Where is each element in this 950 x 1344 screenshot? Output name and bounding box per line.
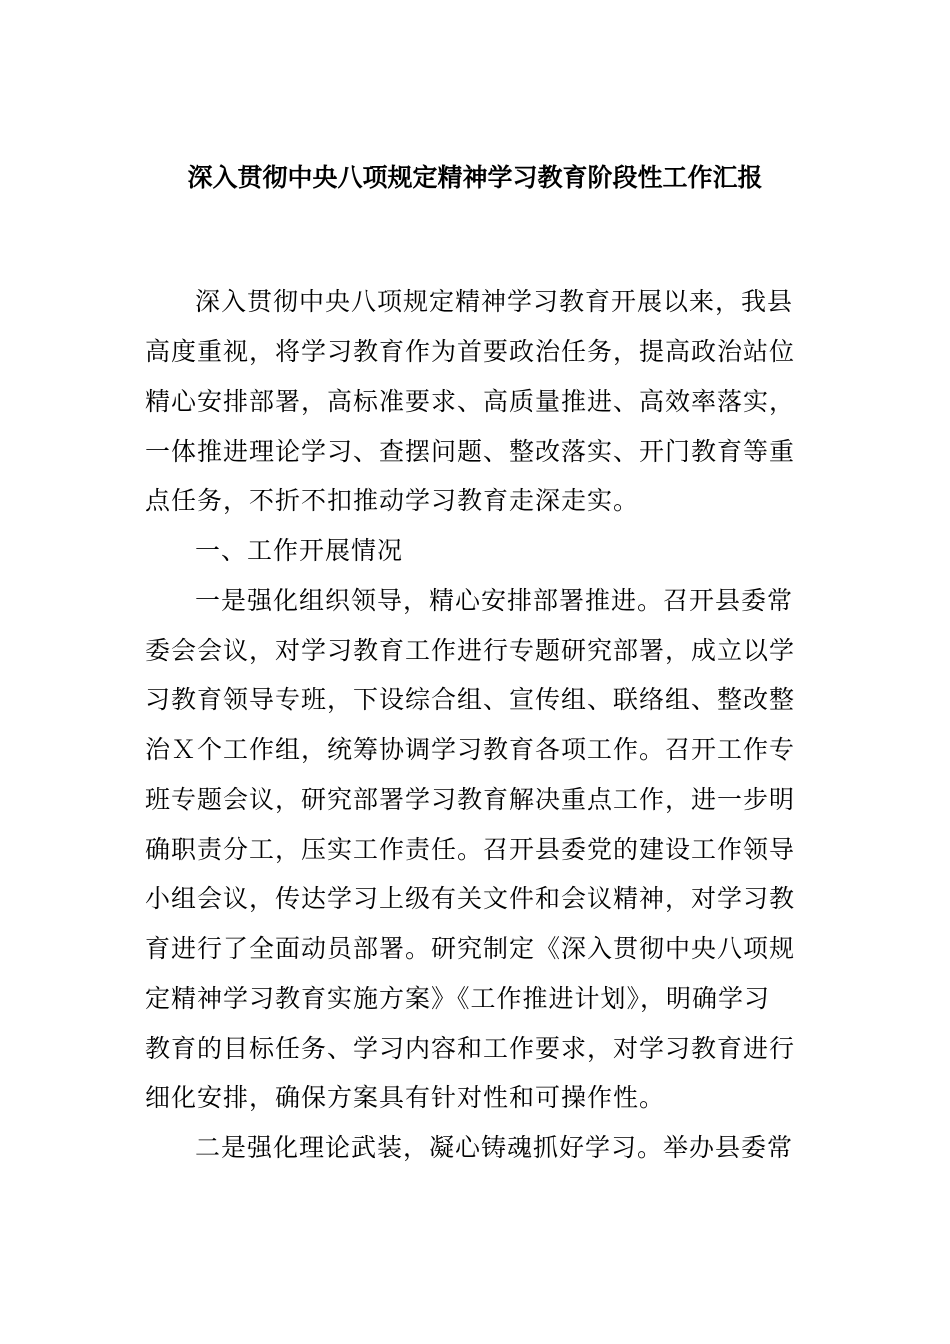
paragraph-line: 一是强化组织领导，精心安排部署推进。召开县委常 [195, 586, 794, 615]
paragraph-line: 治Ｘ个工作组，统筹协调学习教育各项工作。召开工作专 [145, 735, 796, 764]
paragraph-line: 精心安排部署，高标准要求、高质量推进、高效率落实， [145, 387, 796, 416]
paragraph-line: 教育的目标任务、学习内容和工作要求，对学习教育进行 [145, 1034, 796, 1063]
paragraph-line: 小组会议，传达学习上级有关文件和会议精神，对学习教 [145, 884, 796, 913]
paragraph-line: 育进行了全面动员部署。研究制定《深入贯彻中央八项规 [145, 934, 796, 963]
paragraph-line: 点任务，不折不扣推动学习教育走深走实。 [145, 486, 640, 515]
paragraph-line: 习教育领导专班，下设综合组、宣传组、联络组、整改整 [145, 685, 796, 714]
paragraph-line: 深入贯彻中央八项规定精神学习教育开展以来，我县 [195, 287, 794, 316]
paragraph-line: 委会会议，对学习教育工作进行专题研究部署，成立以学 [145, 636, 796, 665]
paragraph-line: 细化安排，确保方案具有针对性和可操作性。 [145, 1083, 666, 1112]
paragraph-line: 高度重视，将学习教育作为首要政治任务，提高政治站位 [145, 337, 796, 366]
section-heading: 一、工作开展情况 [195, 536, 404, 565]
document-title: 深入贯彻中央八项规定精神学习教育阶段性工作汇报 [187, 163, 763, 192]
paragraph-line: 定精神学习教育实施方案》《工作推进计划》，明确学习 [145, 984, 771, 1013]
paragraph-line: 班专题会议，研究部署学习教育解决重点工作，进一步明 [145, 785, 796, 814]
paragraph-line: 二是强化理论武装，凝心铸魂抓好学习。举办县委常 [195, 1133, 794, 1162]
paragraph-line: 确职责分工，压实工作责任。召开县委党的建设工作领导 [145, 835, 796, 864]
paragraph-line: 一体推进理论学习、查摆问题、整改落实、开门教育等重 [145, 437, 796, 466]
